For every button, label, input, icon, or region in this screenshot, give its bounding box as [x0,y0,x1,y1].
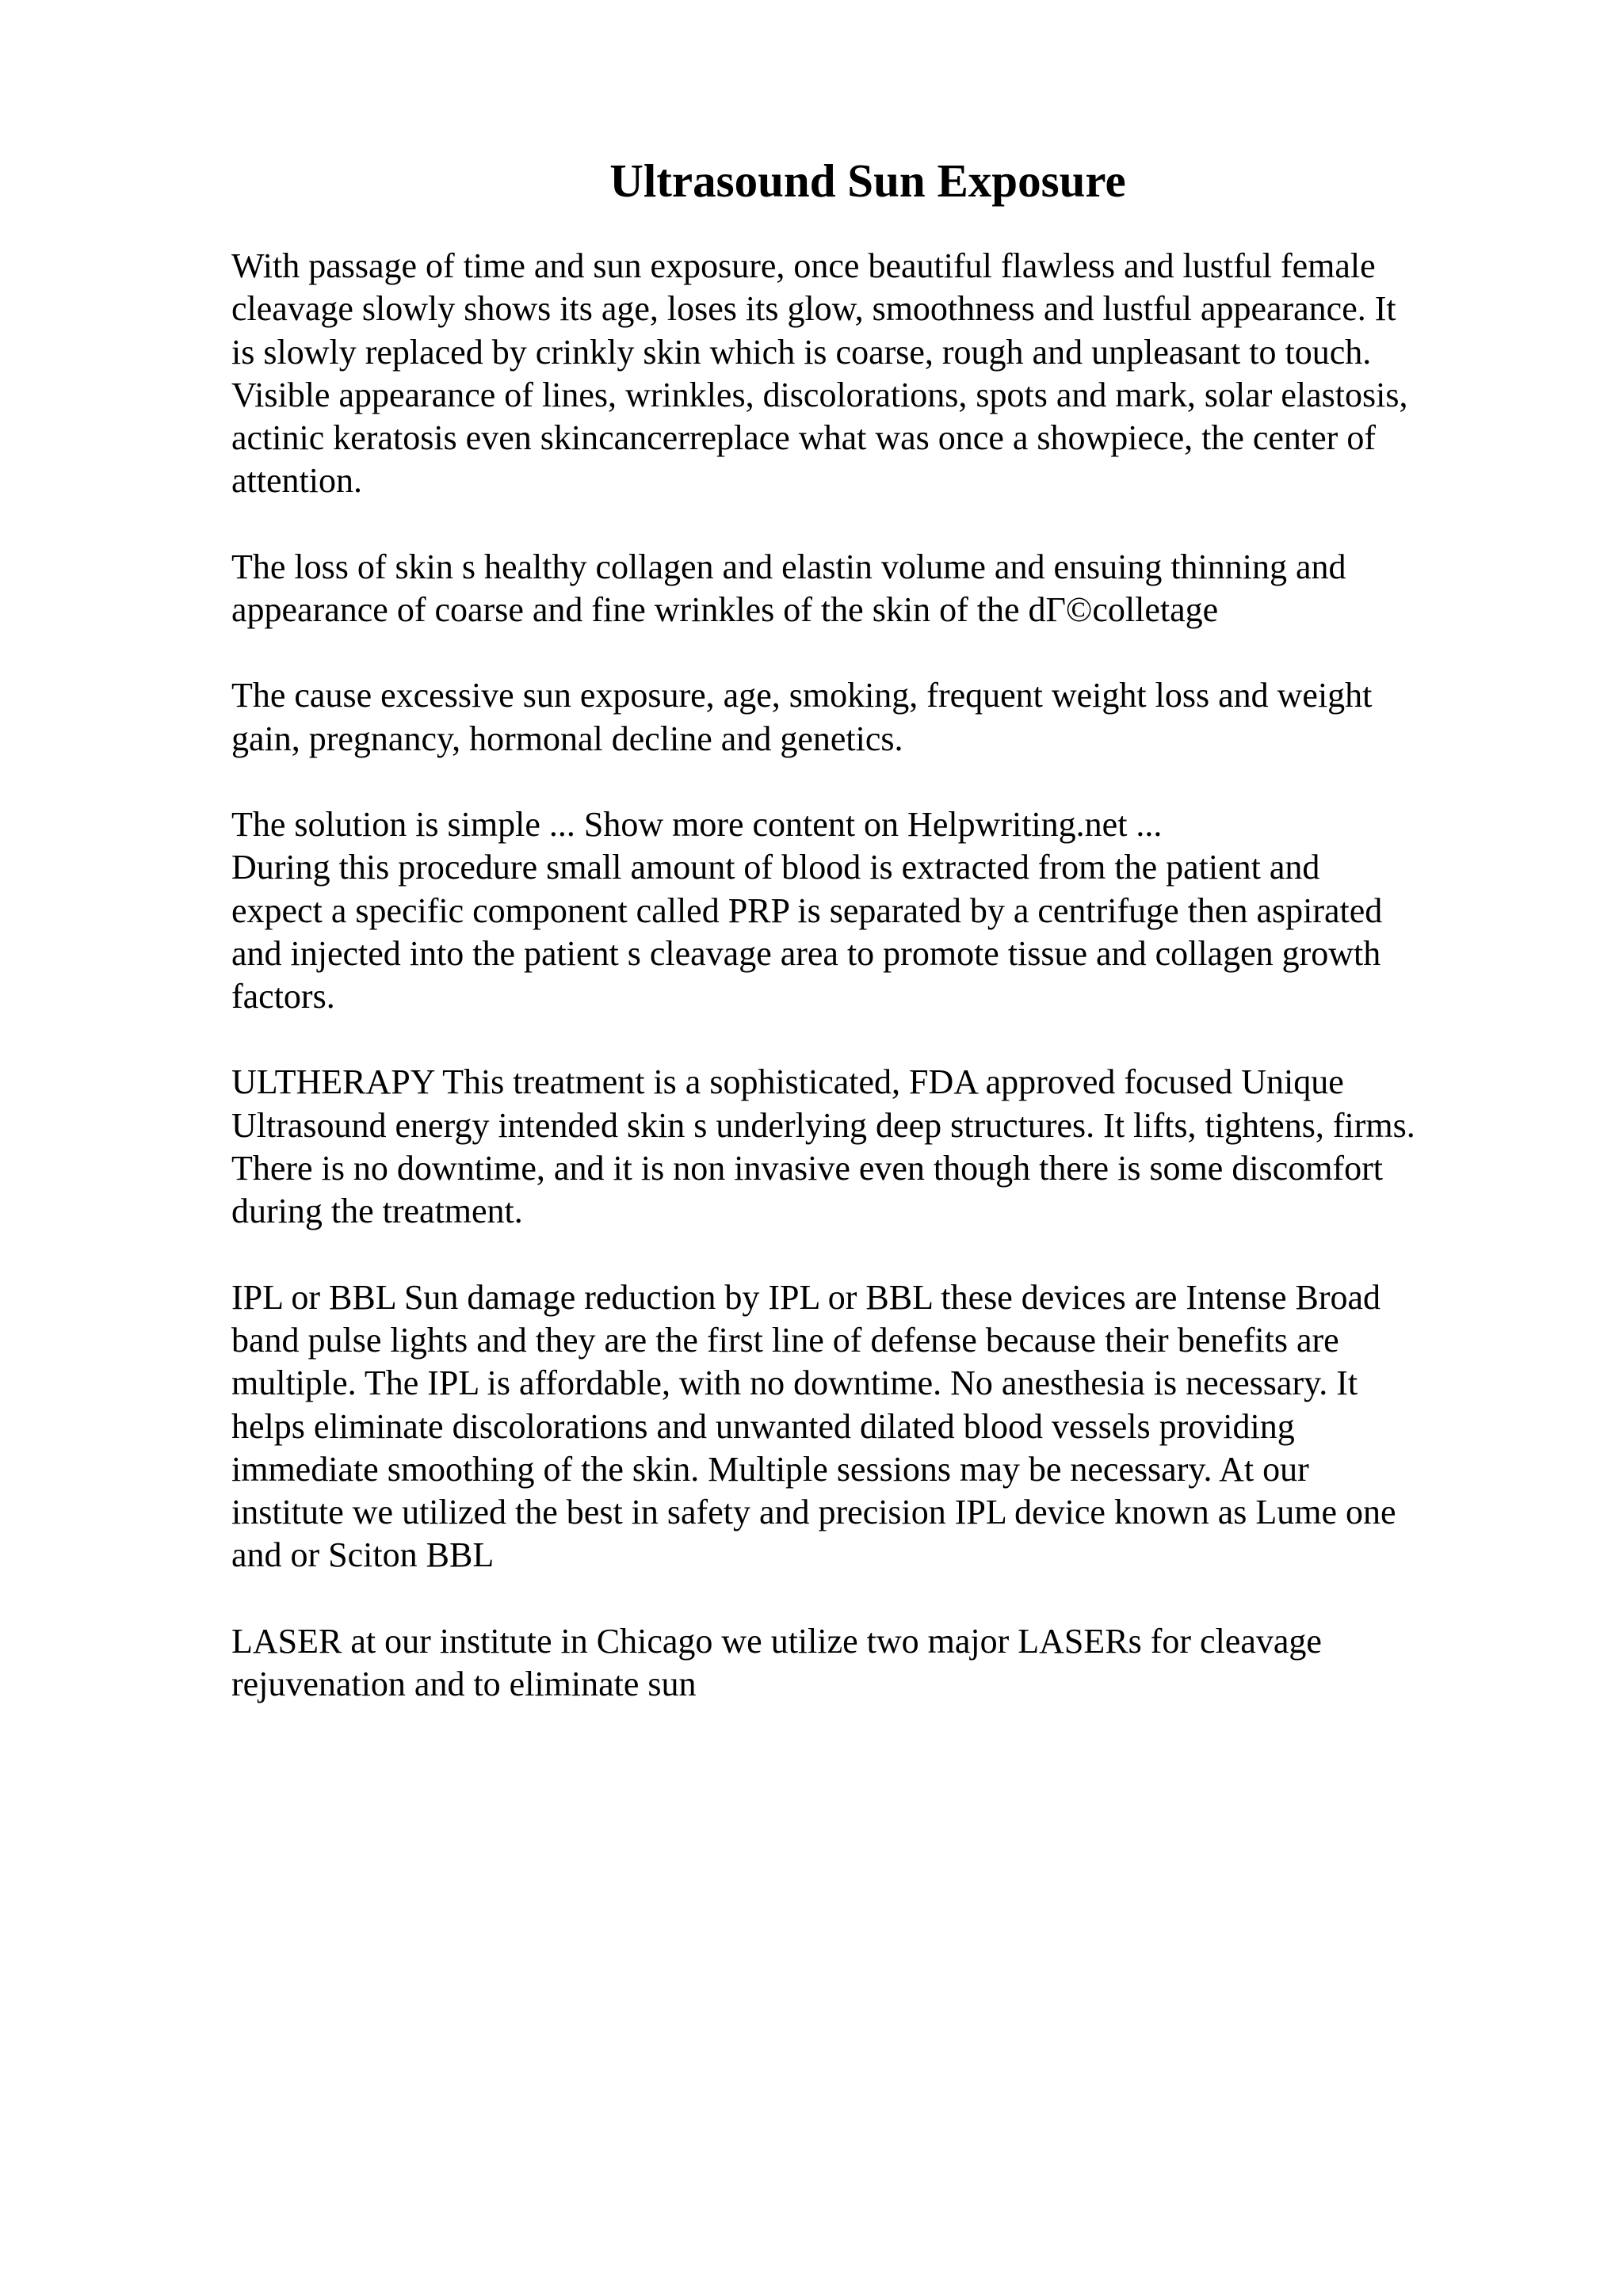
paragraph-ipl-bbl [231,1276,1499,1577]
text-line: During this procedure small amount of blood is extracted from the patient and [231,848,1320,887]
text-line: appearance of coarse and fine wrinkles of the skin of the dΓ©colletage [231,590,1219,630]
text-line: immediate smoothing of the skin. Multiple sessions may be necessary. At our [231,1449,1309,1489]
paragraph-intro [231,245,1499,503]
text-line: Visible appearance of lines, wrinkles, discolorations, spots and mark, solar elastosis, [231,375,1408,414]
paragraph-ultherapy [231,1061,1499,1233]
text-line: IPL or BBL Sun damage reduction by IPL or BBL these devices are Intense Broad [231,1277,1381,1317]
text-line: multiple. The IPL is affordable, with no downtime. No anesthesia is necessary. It [231,1363,1358,1403]
text-line: ULTHERAPY This treatment is a sophisticated, FDA approved focused Unique [231,1062,1344,1102]
text-line: gain, pregnancy, hormonal decline and genetics. [231,719,903,758]
text-line: attention. [231,461,362,501]
paragraph-solution [231,803,1499,846]
text-line: institute we utilized the best in safety and precision IPL device known as Lume one [231,1493,1396,1532]
text-line: rejuvenation and to eliminate sun [231,1665,697,1704]
text-line: With passage of time and sun exposure, once beautiful flawless and lustful female [231,246,1376,285]
paragraph-laser [231,1620,1499,1707]
text-line: and or Sciton BBL [231,1535,495,1575]
text-line: The loss of skin s healthy collagen and elastin volume and ensuing thinning and [231,547,1346,586]
text-line: cleavage slowly shows its age, loses its glow, smoothness and lustful appearance. It [231,289,1396,329]
text-line: expect a specific component called PRP is separated by a centrifuge then aspirated [231,891,1383,930]
text-line: The cause excessive sun exposure, age, smoking, frequent weight loss and weight [231,676,1373,715]
text-line: factors. [231,977,335,1016]
text-line: Ultrasound energy intended skin s underlying deep structures. It lifts, tightens, firms. [231,1105,1415,1145]
text-line: and injected into the patient s cleavage area to promote tissue and collagen growth [231,933,1381,973]
document-body [231,245,1499,1749]
text-line: actinic keratosis even skincancerreplace what was once a showpiece, the center of [231,418,1376,458]
paragraph-collagen-loss [231,546,1499,632]
text-line: band pulse lights and they are the first line of defense because their benefits are [231,1320,1339,1360]
paragraph-causes [231,674,1499,761]
text-line: LASER at our institute in Chicago we utilize two major LASERs for cleavage [231,1621,1322,1661]
text-line: The solution is simple ... Show more content on Helpwriting.net ... [231,804,1163,844]
text-line: There is no downtime, and it is non invasive even though there is some discomfort [231,1149,1383,1188]
paragraph-prp [231,846,1499,1018]
document-title: Ultrasound Sun Exposure [609,154,1126,207]
text-line: is slowly replaced by crinkly skin which is coarse, rough and unpleasant to touch. [231,332,1372,372]
text-line: during the treatment. [231,1192,523,1231]
text-line: helps eliminate discolorations and unwanted dilated blood vessels providing [231,1406,1295,1446]
